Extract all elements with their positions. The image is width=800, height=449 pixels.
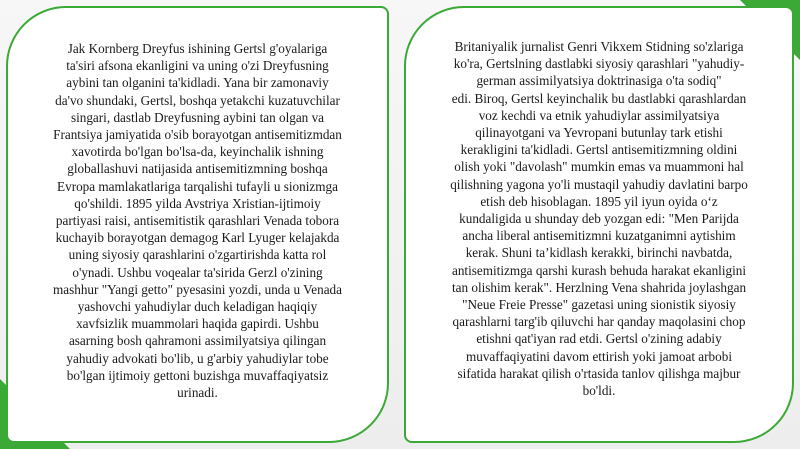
left-text-panel: [6, 6, 389, 443]
right-text-panel: [404, 6, 794, 443]
left-panel-paragraph: Jak Kornberg Dreyfus ishining Gertsl g'oyalariga ta'siri afsona ekanligini va uning o'zi Dreyfusning aybini tan olganini ta'kidladi. Yana bir zamonaviy da'vo shundaki, Gertsl, boshqa yetakchi kuzatuvchilar singari, dastlab Dreyfusning aybini tan olgan va Frantsiya jamiyatida o'sib borayotgan antisemitizmdan xavotirda bo'lgan bo'lsa-da, keyinchalik ishning globallashuvi natijasida antisemitizmning boshqa Evropa mamlakatlariga tarqalishi tufayli u sionizmga qo'shildi. 1895 yilda Avstriya Xristian-ijtimoiy partiyasi raisi, antisemitistik qarashlari Venada tobora kuchayib borayotgan demagog Karl Lyuger kelajakda uning siyosiy qarashlarini o'zgartirishda katta rol o'ynadi. Ushbu voqealar ta'sirida Gerzl o'zining mashhur "Yangi getto" pyesasini yozdi, unda u Venada yashovchi yahudiylar duch keladigan haqiqiy xavfsizlik muammolari haqida gapirdi. Ushbu asarning bosh qahramoni assimilyatsiya qilingan yahudiy advokati bo'lib, u g'arbiy yahudiylar tobe bo'lgan ijtimoiy gettoni buzishga muvaffaqiyatsiz urinadi.: [52, 41, 342, 401]
right-panel-paragraph: Britaniyalik jurnalist Genri Vikxem Stidning so'zlariga ko'ra, Gertslning dastlabki siyosiy qarashlari "yahudiy- german assimilyatsiya doktrinasiga o'ta sodiq" edi. Biroq, Gertsl keyinchalik bu dastlabki qarashlardan voz kechdi va etnik yahudiylar assimilyatsiya qilinayotgani va Yevropani butunlay tark etishi kerakligini ta'kidladi. Gertsl antisemitizmning oldini olish yoki "davolash" mumkin emas va muammoni hal qilishning yagona yo'li mustaqil yahudiy davlatini barpo etish deb hisoblagan. 1895 yil iyun oyida o‘z kundaligida u shunday deb yozgan edi: "Men Parijda ancha liberal antisemitizmni kuzatganimni aytishim kerak. Shuni ta’kidlash kerakki, birinchi navbatda, antisemitizmga qarshi kurash behuda harakat ekanligini tan olishim kerak". Herzlning Vena shahrida joylashgan "Neue Freie Presse" gazetasi uning sionistik siyosiy qarashlarni targ'ib qiluvchi har qanday maqolasini chop etishni qat'iyan rad etdi. Gertsl o'zining adabiy muvaffaqiyatini davom ettirish yoki jamoat arbobi sifatida harakat qilish o'rtasida tanlov qilishga majbur bo'ldi.: [450, 39, 748, 399]
